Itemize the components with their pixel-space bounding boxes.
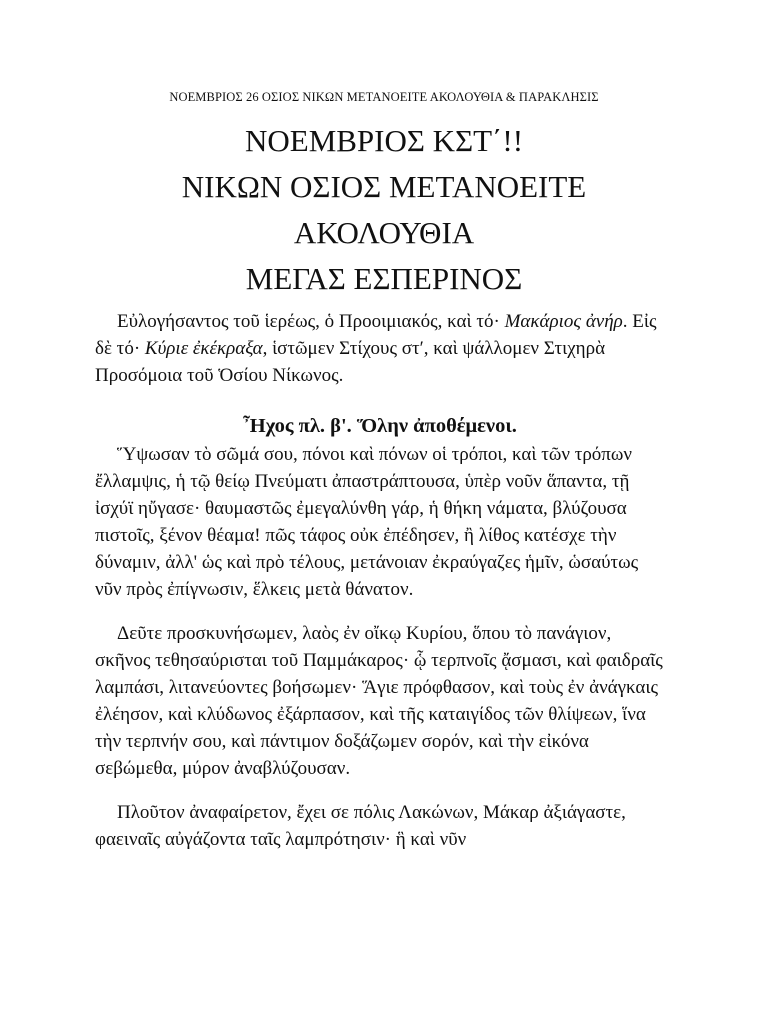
intro-text-2: . Εἰς δὲ τό· xyxy=(95,311,657,359)
sticheron-2: Δεῦτε προσκυνήσωμεν, λαὸς ἐν οἴκῳ Κυρίου, ὅπου τὸ πανάγιον, σκῆνος τεθησαύρισται τοῦ Παμμάκαρος· ᾧ τερπνοῖς ᾄσμασι, καὶ φαιδραῖς λαμπάσι, λιτανεύοντες βοήσωμεν· Ἅγιε πρόφθασον, καὶ τοὺς ἐν ἀνάγκαις ἐλέησον, καὶ κλύδωνος ἐξάρπασον, καὶ τῆς καταιγίδος τῶν θλίψεων, ἵνα τὴν τερπνήν σου, καὶ πάντιμον δοξάζωμεν σορόν, καὶ τὴν εἰκόνα σεβώμεθα, μύρον ἀναβλύζουσαν. xyxy=(95,623,663,779)
intro-text-3: , ἱστῶμεν Στίχους στʹ, καὶ ψάλλομεν Στιχηρὰ Προσόμοια τοῦ Ὁσίου Νίκωνος. xyxy=(95,338,606,386)
mode-heading: Ἦχος πλ. β'. Ὅλην ἀποθέμενοι. xyxy=(243,415,517,437)
title-line-service: ΑΚΟΛΟΥΘΙΑ xyxy=(293,215,475,250)
intro-italic-kyrie: Κύριε ἐκέκραξα xyxy=(144,338,263,359)
title-line-date: ΝΟΕΜΒΡΙΟΣ ΚΣΤ΄!! xyxy=(244,123,524,158)
intro-paragraph xyxy=(95,308,665,389)
running-head: ΝΟΕΜΒΡΙΟΣ 26 ΟΣΙΟΣ ΝΙΚΩΝ ΜΕΤΑΝΟΕΙΤΕ ΑΚΟΛΟΥΘΙΑ & ΠΑΡΑΚΛΗΣΙΣ xyxy=(169,90,599,104)
document-body xyxy=(95,308,665,853)
intro-italic-makarios: Μακάριος ἀνήρ xyxy=(504,311,623,332)
title-block xyxy=(0,118,768,302)
title-line-vespers: ΜΕΓΑΣ ΕΣΠΕΡΙΝΟΣ xyxy=(245,261,523,296)
intro-text-1: Εὐλογήσαντος τοῦ ἱερέως, ὁ Προοιμιακός, καὶ τό· xyxy=(117,311,505,332)
title-line-saint: ΝΙΚΩΝ ΟΣΙΟΣ ΜΕΤΑΝΟΕΙΤΕ xyxy=(181,169,587,204)
sticheron-3: Πλοῦτον ἀναφαίρετον, ἔχει σε πόλις Λακώνων, Μάκαρ ἀξιάγαστε, φαειναῖς αὐγάζοντα ταῖς λαμπρότησιν· ἣ καὶ νῦν xyxy=(95,802,626,850)
sticheron-1: Ὕψωσαν τὸ σῶμά σου, πόνοι καὶ πόνων οἱ τρόποι, καὶ τῶν τρόπων ἔλλαμψις, ἡ τῷ θείῳ Πνεύματι ἀπαστράπτουσα, ὑπὲρ νοῦν ἅπαντα, τῇ ἰσχύϊ ηὔγασε· θαυμαστῶς ἐμεγαλύνθη γάρ, ἡ θήκη νάματα, βλύζουσα πιστοῖς, ξένον θέαμα! πῶς τάφος οὐκ ἐπέδησεν, ἢ λίθος κατέσχε τὴν δύναμιν, ἀλλ' ὡς καὶ πρὸ τέλους, μετάνοιαν ἐκραύγαζες ἡμῖν, ὡσαύτως νῦν πρὸς ἐπίγνωσιν, ἕλκεις μετὰ θάνατον. xyxy=(95,444,639,600)
